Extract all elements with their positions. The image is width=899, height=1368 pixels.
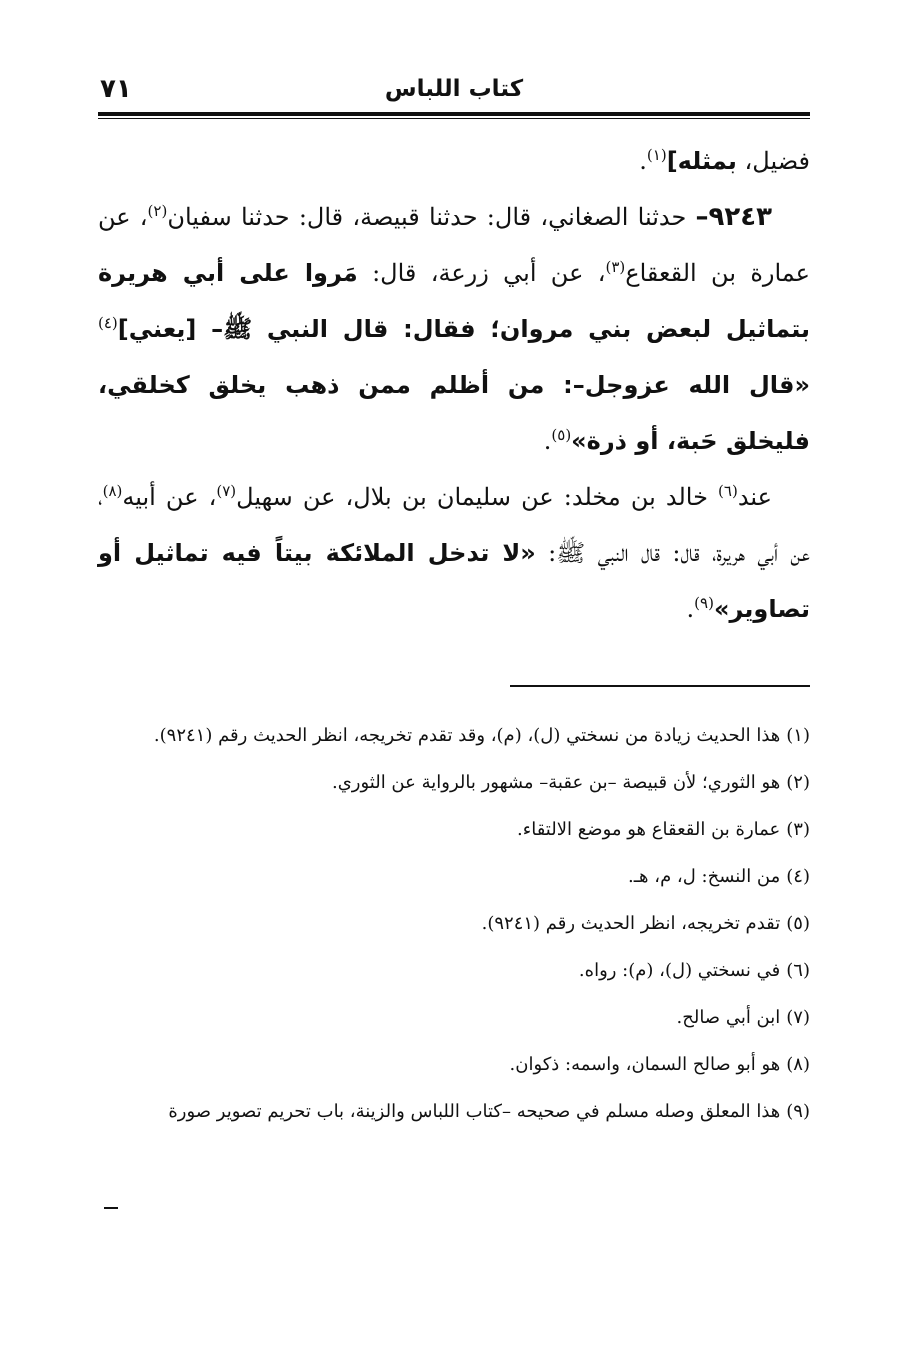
footnote-text: في نسختي (ل)، (م): رواه. [578,960,781,981]
footnote-number: (٤) [786,866,810,887]
footnote-text: ابن أبي صالح. [676,1007,781,1028]
footnote-2 [98,759,810,806]
footnote-number: (٥) [786,913,810,934]
p3-bold: «لا تدخل الملائكة بيتاً فيه تماثيل أو تصاوير» [98,539,810,623]
footnote-ref-9: (٩) [694,594,714,612]
footnote-5 [98,900,810,947]
footnote-text: هذا المعلق وصله مسلم في صحيحه –كتاب اللباس والزينة، باب تحريم تصوير صورة [168,1101,781,1122]
footnote-number: (٢) [786,772,810,793]
hadith-number: ٩٢٤٣– [695,202,773,232]
header-rule-thin [98,118,810,119]
footnote-ref-4: (٤) [98,314,118,332]
p1-text: فضيل، [736,147,810,175]
continuation-dash [104,1207,118,1209]
footnote-text: هو أبو صالح السمان، واسمه: ذكوان. [509,1054,781,1075]
page-number: ٧١ [100,74,132,104]
p2-bold-2: «قال الله عزوجل–: من أظلم ممن ذهب يخلق كخلقي، فليخلق حَبة، أو ذرة» [98,371,810,455]
footnote-7 [98,994,810,1041]
p1-bold: بمثله] [666,147,737,175]
p2-text-1: حدثنا الصغاني، قال: حدثنا قبيصة، قال: حدثنا سفيان [167,203,696,231]
footnote-ref-1: (١) [646,146,667,164]
footnote-ref-8: (٨) [102,482,123,500]
footnote-number: (٩) [786,1101,810,1122]
footnote-1 [98,712,810,759]
footnote-text: هذا الحديث زيادة من نسختي (ل)، (م)، وقد تقدم تخريجه، انظر الحديث رقم (٩٢٤١). [153,725,781,746]
footnote-8 [98,1041,810,1088]
p3-text-3: ، عن أبيه [122,483,217,511]
footnote-number: (٨) [786,1054,810,1075]
paragraph-3 [98,469,810,637]
footnote-text: تقدم تخريجه، انظر الحديث رقم (٩٢٤١). [481,913,781,934]
book-page [98,72,810,1312]
p3-text-2: خالد بن مخلد: عن سليمان بن بلال، عن سهيل [236,483,719,511]
running-header [98,72,810,110]
footnote-ref-3: (٣) [605,258,626,276]
footnote-9 [98,1088,810,1135]
footnote-number: (٦) [786,960,810,981]
p3-text-4: ، عن أبي هريرة، قال: قال النبي ﷺ: [98,483,810,567]
footnote-number: (١) [786,725,810,746]
p3-text-1: عند [737,483,772,511]
footnote-ref-7: (٧) [216,482,237,500]
p1-tail: . [639,147,647,175]
chapter-title: كتاب اللباس [384,76,524,102]
footnote-ref-5: (٥) [551,426,572,444]
footnote-separator [510,685,810,687]
footnote-4 [98,853,810,900]
paragraph-1 [98,133,810,189]
p2-text-3: ، عن أبي زرعة، قال: [357,259,606,287]
main-text [98,133,810,637]
paragraph-2 [98,189,810,469]
footnotes [98,712,810,1135]
footnote-3 [98,806,810,853]
header-rule-thick [98,112,810,116]
footnote-ref-2: (٢) [147,202,168,220]
p2-text-2: ، عن عمارة بن القعقاع [98,203,810,287]
p2-bold-1: مَروا على أبي هريرة بتماثيل لبعض بني مروان؛ فقال: قال النبي ﷺ– [يعني] [98,259,810,343]
footnote-text: من النسخ: ل، م، هـ. [628,866,781,887]
footnote-number: (٧) [786,1007,810,1028]
footnote-number: (٣) [786,819,810,840]
p3-tail: . [686,595,695,623]
footnote-text: عمارة بن القعقاع هو موضع الالتقاء. [517,819,781,840]
p2-tail: . [543,427,552,455]
footnote-ref-6: (٦) [718,482,738,500]
footnote-text: هو الثوري؛ لأن قبيصة –بن عقبة– مشهور بالرواية عن الثوري. [331,772,781,793]
footnote-6 [98,947,810,994]
